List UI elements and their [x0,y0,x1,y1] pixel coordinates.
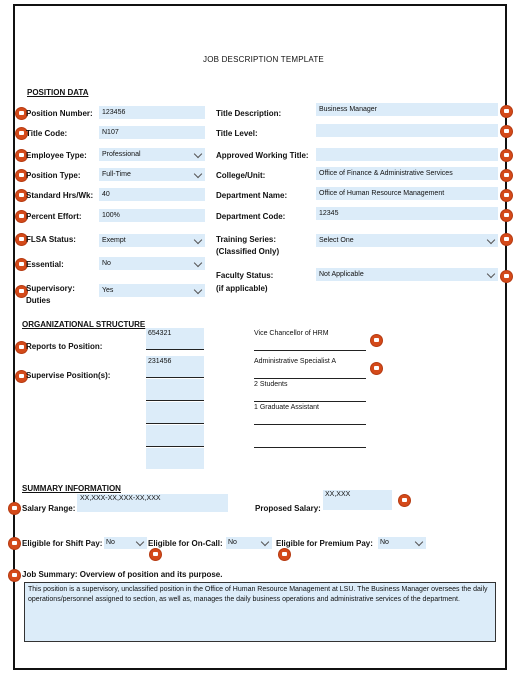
flsa-status-label: FLSA Status: [26,235,76,244]
shift-pay-label: Eligible for Shift Pay: [22,539,103,548]
chevron-down-icon [415,538,423,546]
supervisory-label: Supervisory: [26,284,75,293]
chevron-down-icon [487,270,495,278]
title-code-label: Title Code: [26,129,68,138]
reports-to-title-field[interactable]: Vice Chancellor of HRM [254,328,366,351]
college-unit-field[interactable]: Office of Finance & Administrative Services [316,167,498,180]
comment-pin-icon[interactable] [150,549,161,560]
title-code-field[interactable]: N107 [99,126,205,139]
training-series-select[interactable] [316,234,498,247]
supervise-number-field[interactable] [146,379,204,401]
on-call-select[interactable] [226,537,272,549]
supervise-number-field[interactable] [146,448,204,469]
title-description-field[interactable]: Business Manager [316,103,498,116]
position-number-field[interactable]: 123456 [99,106,205,119]
chevron-down-icon [194,170,202,178]
supervise-number-field[interactable]: 231456 [146,356,204,378]
chevron-down-icon [194,286,202,294]
supervise-positions-label: Supervise Position(s): [26,371,111,380]
supervise-number-field[interactable] [146,402,204,424]
comment-pin-icon[interactable] [371,335,382,346]
supervise-title-field[interactable] [254,448,366,469]
comment-pin-icon[interactable] [9,570,20,581]
standard-hrs-label: Standard Hrs/Wk: [26,191,94,200]
document-title: JOB DESCRIPTION TEMPLATE [203,55,324,64]
position-number-label: Position Number: [26,109,93,118]
comment-pin-icon[interactable] [501,190,512,201]
salary-range-label: Salary Range: [22,504,76,513]
on-call-label: Eligible for On-Call: [148,539,223,548]
reports-to-label: Reports to Position: [26,342,103,351]
position-type-value: Full-Time [102,171,131,178]
comment-pin-icon[interactable] [279,549,290,560]
percent-effort-field[interactable]: 100% [99,209,205,222]
shift-pay-select[interactable] [104,537,147,549]
college-unit-label: College/Unit: [216,171,266,180]
comment-pin-icon[interactable] [371,363,382,374]
essential-value: No [102,260,111,267]
supervisory-value: Yes [102,287,114,294]
section-org-structure: ORGANIZATIONAL STRUCTURE [22,320,146,329]
comment-pin-icon[interactable] [501,271,512,282]
supervise-title-field[interactable] [254,425,366,448]
faculty-status-select[interactable] [316,268,498,281]
chevron-down-icon [136,538,144,546]
supervisory-select[interactable] [99,284,205,297]
proposed-salary-label: Proposed Salary: [255,504,321,513]
comment-pin-icon[interactable] [501,234,512,245]
reports-to-number-field[interactable]: 654321 [146,328,204,350]
job-summary-textarea[interactable]: This position is a supervisory, unclassified position in the Office of Human Resource Management at LSU. The Business Manager oversees the daily operations/personnel assigned to section, as well as, manages the daily business operations and administrative services of the department. [24,582,496,642]
chevron-down-icon [261,538,269,546]
premium-pay-label: Eligible for Premium Pay: [276,539,373,548]
comment-pin-icon[interactable] [501,106,512,117]
faculty-status-label: Faculty Status: [216,271,274,280]
training-series-label: Training Series: [216,235,277,244]
flsa-status-value: Exempt [102,237,126,244]
employee-type-value: Professional [102,151,141,158]
position-type-label: Position Type: [26,171,81,180]
essential-label: Essential: [26,260,64,269]
proposed-salary-field[interactable]: XX,XXX [323,490,392,510]
comment-pin-icon[interactable] [501,150,512,161]
shift-pay-value: No [106,539,115,546]
essential-select[interactable] [99,257,205,270]
department-code-label: Department Code: [216,212,286,221]
comment-pin-icon[interactable] [9,503,20,514]
chevron-down-icon [194,259,202,267]
comment-pin-icon[interactable] [399,495,410,506]
section-position-data: POSITION DATA [27,88,89,97]
comment-pin-icon[interactable] [501,126,512,137]
supervise-title-field[interactable]: 1 Graduate Assistant [254,402,366,425]
department-name-field[interactable]: Office of Human Resource Management [316,187,498,200]
chevron-down-icon [194,236,202,244]
supervise-number-field[interactable] [146,425,204,447]
approved-title-field[interactable] [316,148,498,161]
comment-pin-icon[interactable] [9,538,20,549]
department-code-field[interactable]: 12345 [316,207,498,220]
supervise-title-field[interactable]: Administrative Specialist A [254,356,366,379]
employee-type-label: Employee Type: [26,151,87,160]
job-summary-label: Job Summary: Overview of position and its purpose. [22,570,223,579]
title-level-label: Title Level: [216,129,258,138]
faculty-status-value: Not Applicable [319,271,364,278]
section-summary-info: SUMMARY INFORMATION [22,484,121,493]
approved-title-label: Approved Working Title: [216,151,309,160]
premium-pay-select[interactable] [378,537,426,549]
percent-effort-label: Percent Effort: [26,212,82,221]
training-series-label-sub: (Classified Only) [216,247,280,256]
position-type-select[interactable] [99,168,205,181]
chevron-down-icon [194,150,202,158]
on-call-value: No [228,539,237,546]
premium-pay-value: No [380,539,389,546]
title-description-label: Title Description: [216,109,282,118]
comment-pin-icon[interactable] [501,170,512,181]
comment-pin-icon[interactable] [501,210,512,221]
standard-hrs-field[interactable]: 40 [99,188,205,201]
department-name-label: Department Name: [216,191,288,200]
faculty-status-label-sub: (if applicable) [216,284,268,293]
chevron-down-icon [487,236,495,244]
supervisory-label-duties: Duties [26,296,51,305]
flsa-status-select[interactable] [99,234,205,247]
salary-range-field[interactable]: XX,XXX-XX,XXX-XX,XXX [77,494,228,512]
supervise-title-field[interactable]: 2 Students [254,379,366,402]
title-level-field[interactable] [316,124,498,137]
training-series-value: Select One [319,237,354,244]
employee-type-select[interactable] [99,148,205,161]
